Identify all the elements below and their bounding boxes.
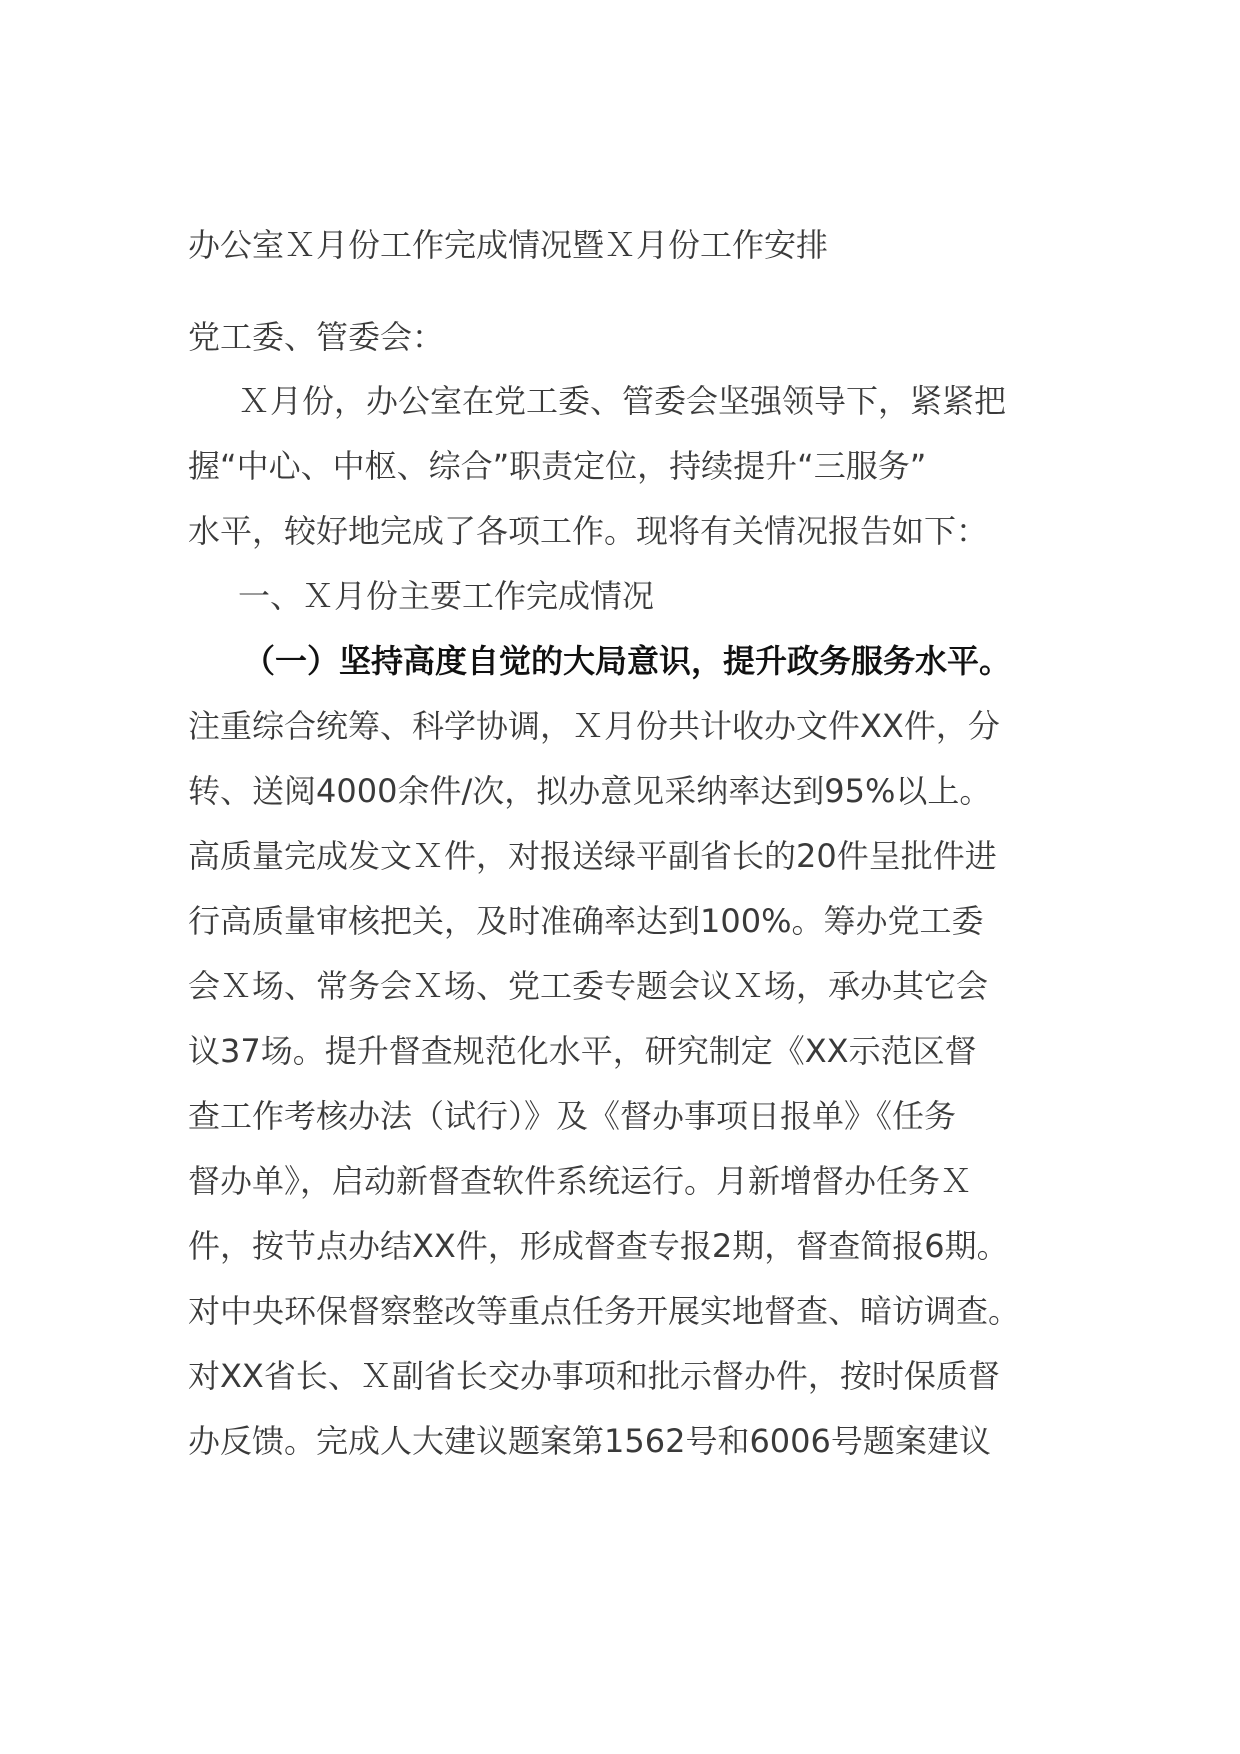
salutation: 党工委、管委会：	[188, 318, 445, 356]
intro-paragraph-line: 水平，较好地完成了各项工作。现将有关情况报告如下：	[188, 512, 989, 550]
section-heading: 一、Ｘ月份主要工作完成情况	[238, 577, 655, 615]
body-paragraph-line: 督办单》，启动新督查软件系统运行。月新增督办任务Ｘ	[188, 1162, 973, 1200]
body-paragraph-line: 办反馈。完成人大建议题案第1562号和6006号题案建议	[188, 1422, 991, 1460]
body-paragraph-line: 转、送阅4000余件/次，拟办意见采纳率达到95%以上。	[188, 772, 992, 810]
body-paragraph-line: 对中央环保督察整改等重点任务开展实地督查、暗访调查。	[188, 1292, 1021, 1330]
subsection-heading: （一）坚持高度自觉的大局意识，提升政务服务水平。	[243, 642, 1012, 680]
body-paragraph-line: 注重综合统筹、科学协调，Ｘ月份共计收办文件XX件，分	[188, 707, 1000, 745]
document-title: 办公室Ｘ月份工作完成情况暨Ｘ月份工作安排	[188, 226, 829, 264]
body-paragraph-line: 对XX省长、Ｘ副省长交办事项和批示督办件，按时保质督	[188, 1357, 1000, 1395]
intro-paragraph-line: Ｘ月份，办公室在党工委、管委会坚强领导下，紧紧把	[238, 382, 1007, 420]
intro-paragraph-line: 握“中心、中枢、综合”职责定位，持续提升“三服务”	[188, 447, 927, 485]
body-paragraph-line: 会Ｘ场、常务会Ｘ场、党工委专题会议Ｘ场，承办其它会	[188, 967, 989, 1005]
body-paragraph-line: 查工作考核办法（试行）》及《督办事项日报单》《任务	[188, 1097, 957, 1135]
body-paragraph-line: 件，按节点办结XX件，形成督查专报2期，督查简报6期。	[188, 1227, 1009, 1265]
body-paragraph-line: 议37场。提升督查规范化水平，研究制定《XX示范区督	[188, 1032, 977, 1070]
body-paragraph-line: 行高质量审核把关，及时准确率达到100%。筹办党工委	[188, 902, 984, 940]
body-paragraph-line: 高质量完成发文Ｘ件，对报送绿平副省长的20件呈批件进	[188, 837, 997, 875]
